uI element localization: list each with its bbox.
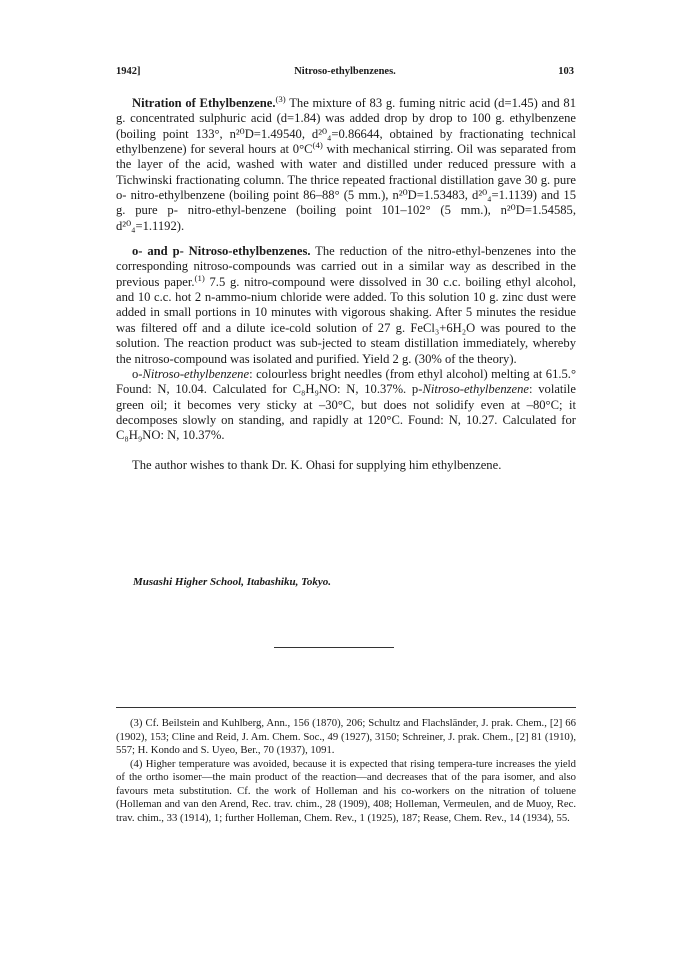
ref-marker: (4) — [312, 139, 323, 150]
footnotes — [116, 717, 576, 825]
footnote-rule — [116, 707, 576, 708]
affiliation: Musashi Higher School, Itabashiku, Tokyo. — [133, 576, 331, 588]
paragraph-text: The reduction of the nitro-ethyl-benzenes into the corresponding nitroso-compounds was carried out in a similar way as described in the previous paper. — [116, 244, 577, 289]
compound-name: Nitroso-ethylbenzene — [142, 366, 250, 381]
compound-prefix: o- — [132, 366, 143, 381]
paragraph-properties — [116, 367, 576, 444]
paragraph-text: : colourless bright needles (from ethyl alcohol) melting at 61.5.° Found: N, 10.04. Calculated for C₈H₉NO: N, 10.37%. p- — [116, 366, 576, 397]
section-title-nitroso: o- and p- Nitroso-ethylbenzenes. — [132, 244, 311, 259]
ref-marker: (3) — [275, 93, 286, 104]
paragraph-acknowledgement: The author wishes to thank Dr. K. Ohasi for supplying him ethylbenzene. — [132, 457, 502, 472]
paragraph-nitroso — [116, 244, 576, 367]
compound-name: Nitroso-ethylbenzene — [422, 382, 529, 397]
section-title-nitration: Nitration of Ethylbenzene. — [132, 96, 276, 110]
paragraph-nitration — [116, 93, 576, 234]
footnote-3: (3) Cf. Beilstein and Kuhlberg, Ann., 156 (1870), 206; Schultz and Flachsländer, J. prak. Chem., [2] 66 (1902), 153; Cline and Reid, J. Am. Chem. Soc., 49 (1927), 3150; Schreiner, J. prak. Chem., [2] 81 (1910), 557; H. Kondo and S. Uyeo, Ber., 70 (1937), 1091. — [116, 717, 576, 756]
running-header — [116, 66, 574, 82]
paragraph-text: The mixture of 83 g. fuming nitric acid (d=1.45) and 81 g. concentrated sulphuric acid (d=1.84) was added drop by drop to 100 g. ethylbenzene (boiling point 133°, n²⁰D=1.49540, d²⁰₄=0.86644, obtained by fractionating technical ethylbenzene) for several hours at 0°C — [116, 96, 576, 157]
paragraph-text: with mechanical stirring. Oil was separated from the layer of the acid, washed with water and distilled under reduced pressure with a Tichwinski fractionating column. The thrice repeated fractional distillation gave 30 g. pure o- nitro-ethylbenzene (boiling point 86–88° (5 mm.), n²⁰D=1.53483, d²⁰₄=1.1139) and 15 g. pure p- nitro-ethyl-benzene (boiling point 101–102° (5 mm.), n²⁰D=1.54585, d²⁰₄=1.1192). — [116, 142, 576, 233]
page-number: 103 — [558, 66, 574, 77]
paragraph-text: : volatile green oil; it becomes very sticky at –30°C, but does not solidify even at –80°C; it decomposes slowly on standing, and rapidly at 120°C. Found: N, 10.27. Calculated for C₈H₉NO: N, 10.37%. — [116, 382, 576, 443]
header-year: 1942] — [116, 66, 141, 77]
footnote-4: (4) Higher temperature was avoided, because it is expected that rising tempera-ture increases the yield of the ortho isomer—the main product of the reaction—and decreases that of the para isomer, and also favours meta substitution. Cf. the work of Holleman and his co-workers on the nitration of toluene (Holleman and van den Arend, Rec. trav. chim., 28 (1909), 408; Holleman, Vermeulen, and de Muoy, Rec. trav. chim., 33 (1914), 1; further Holleman, Chem. Rev., 1 (1925), 187; Rease, Chem. Rev., 14 (1934), 55. — [116, 757, 576, 824]
ref-marker: (1) — [194, 272, 205, 283]
paragraph-text: 7.5 g. nitro-compound were dissolved in 30 c.c. boiling ethyl alcohol, and 10 c.c. hot 2 n-ammo-nium chloride were added. To this solution 10 g. zinc dust were added in small portions in 10 minutes with vigorous shaking. After 5 minutes the residue was filtered off and a dilute ice-cold solution of 27 g. FeCl₃+6H₂O was poured to the solution. The reaction product was sub-jected to steam distillation immediately, whereby the nitroso-compound was isolated and purified. Yield 2 g. (30% of the theory). — [116, 274, 576, 366]
divider — [274, 647, 394, 648]
article-body — [116, 93, 577, 473]
header-title: Nitroso-ethylbenzenes. — [294, 66, 396, 77]
